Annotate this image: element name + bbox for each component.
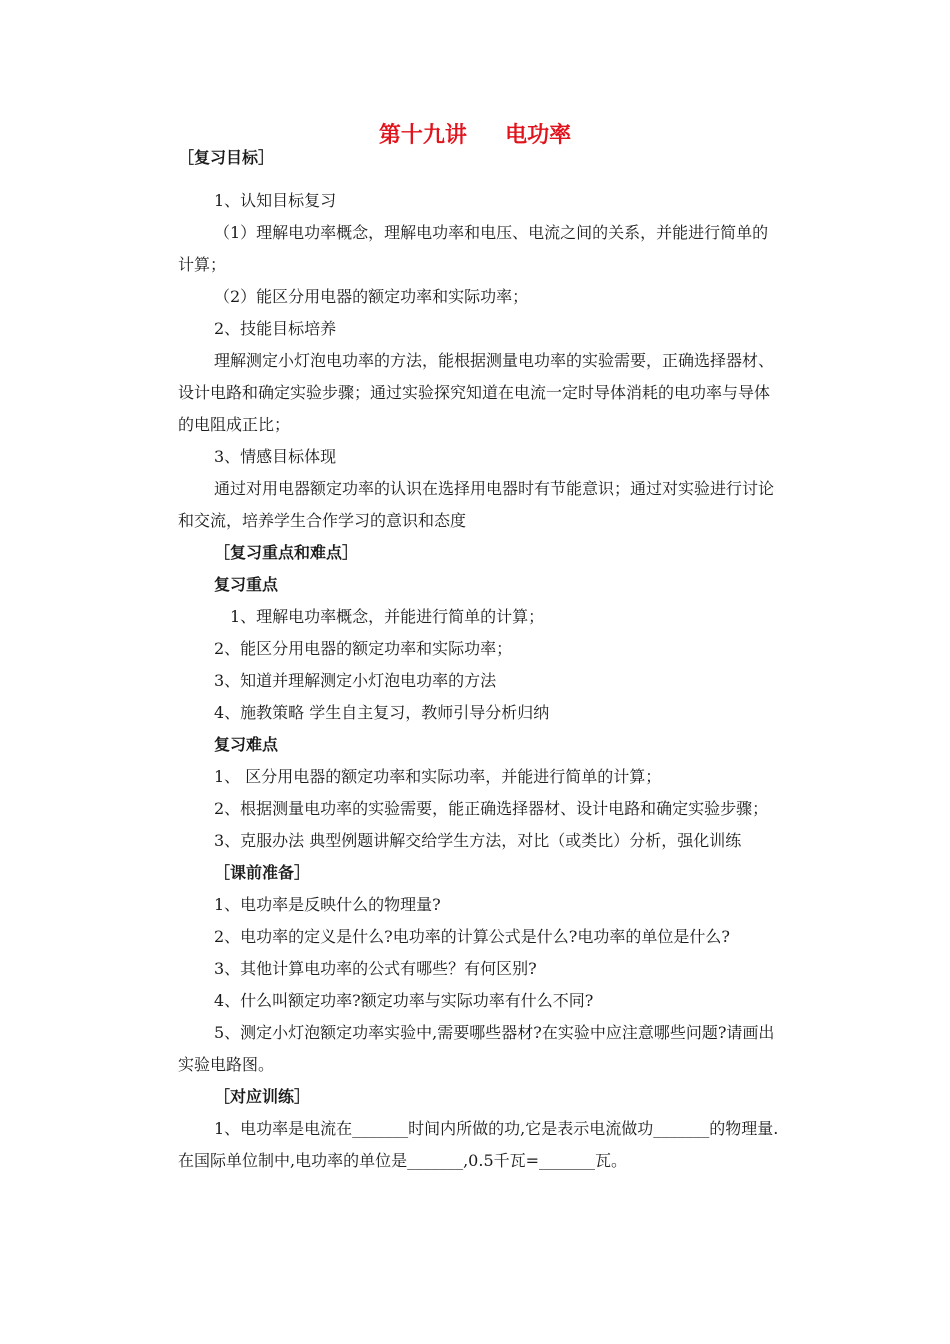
goals-line: （2）能区分用电器的额定功率和实际功率； [214, 287, 529, 306]
practice-line: 在国际单位制中,电功率的单位是_______,0.5千瓦=_______瓦。 [178, 1151, 628, 1170]
focus-line: 4、施教策略 学生自主复习，教师引导分析归纳 [214, 703, 550, 722]
focus-line: 2、能区分用电器的额定功率和实际功率； [214, 639, 513, 658]
goals-line: 通过对用电器额定功率的认识在选择用电器时有节能意识；通过对实验进行讨论 [214, 479, 775, 498]
prep-line: 1、电功率是反映什么的物理量? [214, 895, 441, 914]
goals-line: 理解测定小灯泡电功率的方法，能根据测量电功率的实验需要，正确选择器材、 [214, 351, 775, 370]
goals-line: 设计电路和确定实验步骤；通过实验探究知道在电流一定时导体消耗的电功率与导体 [178, 383, 771, 402]
section-heading-key: ［复习重点和难点］ [214, 543, 359, 562]
focus-line: 3、知道并理解测定小灯泡电功率的方法 [214, 671, 497, 690]
goals-line: 的电阻成正比； [178, 415, 291, 434]
prep-line: 实验电路图。 [178, 1055, 275, 1074]
page-title: 第十九讲 电功率 [378, 123, 572, 148]
section-heading-practice: ［对应训练］ [214, 1087, 311, 1106]
prep-line: 5、测定小灯泡额定功率实验中,需要哪些器材?在实验中应注意哪些问题?请画出 [214, 1023, 775, 1042]
subheading-focus: 复习重点 [214, 575, 279, 594]
section-heading-goals: ［复习目标］ [178, 148, 275, 167]
section-heading-prep: ［课前准备］ [214, 863, 311, 882]
goals-line: 1、认知目标复习 [214, 191, 337, 210]
practice-line: 1、电功率是电流在_______时间内所做的功,它是表示电流做功_______的物理量. [214, 1119, 779, 1138]
goals-line: 2、技能目标培养 [214, 319, 337, 338]
goals-line: 3、情感目标体现 [214, 447, 337, 466]
goals-line: 计算； [178, 255, 227, 274]
difficulty-line: 1、 区分用电器的额定功率和实际功率，并能进行简单的计算； [214, 767, 662, 786]
prep-line: 2、电功率的定义是什么?电功率的计算公式是什么?电功率的单位是什么? [214, 927, 730, 946]
subheading-difficulty: 复习难点 [214, 735, 279, 754]
difficulty-line: 3、克服办法 典型例题讲解交给学生方法，对比（或类比）分析，强化训练 [214, 831, 742, 850]
focus-line: 1、理解电功率概念，并能进行简单的计算； [230, 607, 545, 626]
goals-line: 和交流，培养学生合作学习的意识和态度 [178, 511, 467, 530]
goals-line: （1）理解电功率概念，理解电功率和电压、电流之间的关系，并能进行简单的 [214, 223, 769, 242]
prep-line: 4、什么叫额定功率?额定功率与实际功率有什么不同? [214, 991, 594, 1010]
prep-line: 3、其他计算电功率的公式有哪些？有何区别? [214, 959, 537, 978]
difficulty-line: 2、根据测量电功率的实验需要，能正确选择器材、设计电路和确定实验步骤； [214, 799, 769, 818]
